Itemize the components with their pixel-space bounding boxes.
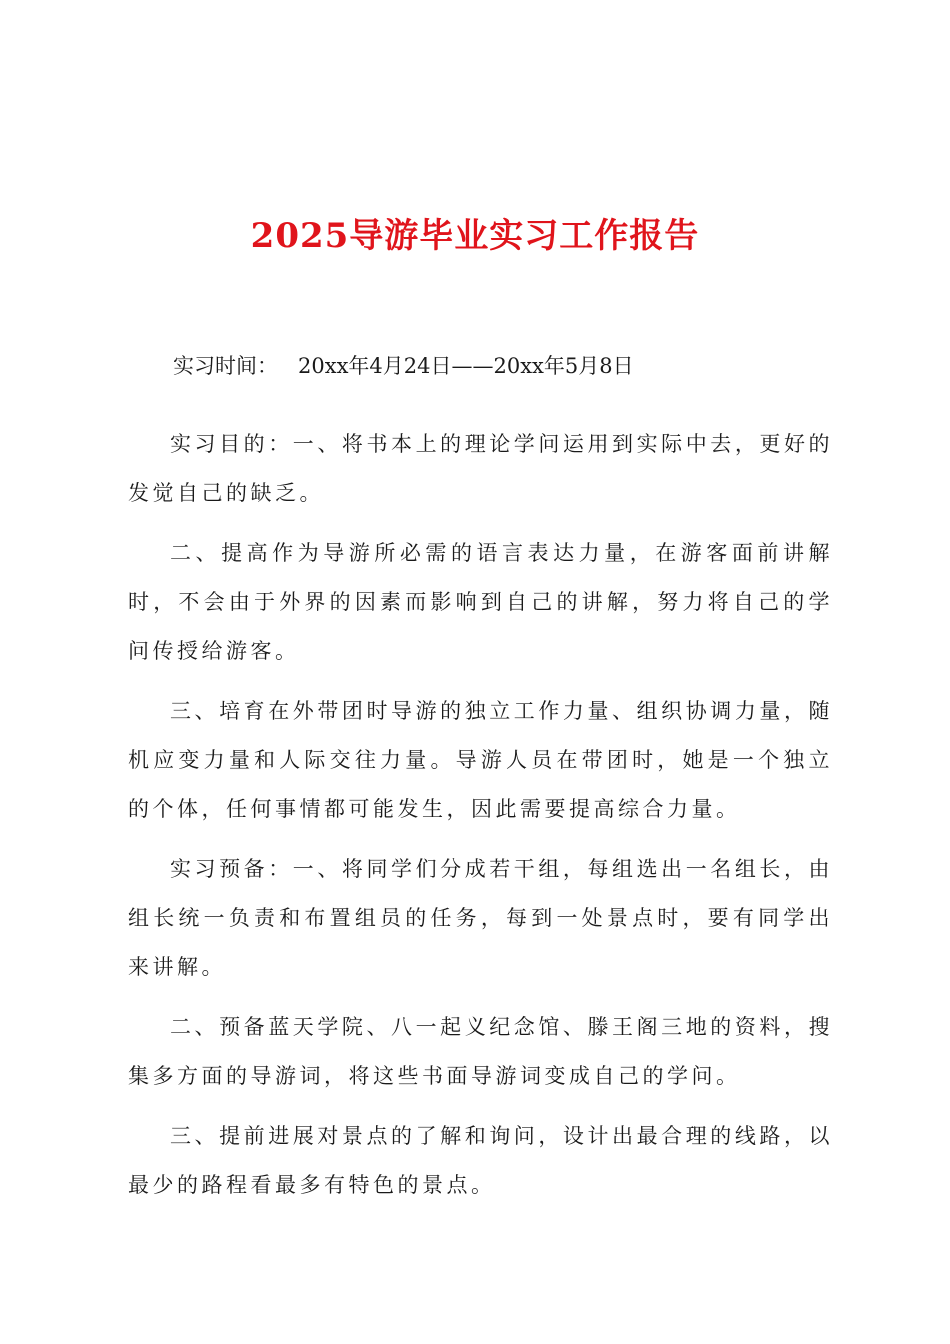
document-title: 2025导游毕业实习工作报告 — [250, 216, 700, 256]
paragraph-purpose-2: 二、提高作为导游所必需的语言表达力量，在游客面前讲解时，不会由于外界的因素而影响到自己的讲解，努力将自己的学问传授给游客。 — [128, 541, 833, 663]
paragraph-preparation-2: 二、预备蓝天学院、八一起义纪念馆、滕王阁三地的资料，搜集多方面的导游词，将这些书面导游词变成自己的学问。 — [128, 1015, 833, 1088]
time-value: 20xx年4月24日——20xx年5月8日 — [298, 354, 634, 378]
paragraph-preparation-3: 三、提前进展对景点的了解和询问，设计出最合理的线路，以最少的路程看最多有特色的景点。 — [128, 1124, 833, 1197]
time-label: 实习时间： — [173, 354, 278, 378]
internship-time — [173, 348, 634, 384]
paragraph-purpose-3: 三、培育在外带团时导游的独立工作力量、组织协调力量，随机应变力量和人际交往力量。导游人员在带团时，她是一个独立的个体，任何事情都可能发生，因此需要提高综合力量。 — [128, 699, 833, 821]
document-body — [128, 420, 833, 1221]
paragraph-purpose-1: 实习目的：一、将书本上的理论学问运用到实际中去，更好的发觉自己的缺乏。 — [128, 432, 833, 505]
paragraph-preparation-1: 实习预备：一、将同学们分成若干组，每组选出一名组长，由组长统一负责和布置组员的任务，每到一处景点时，要有同学出来讲解。 — [128, 857, 833, 979]
